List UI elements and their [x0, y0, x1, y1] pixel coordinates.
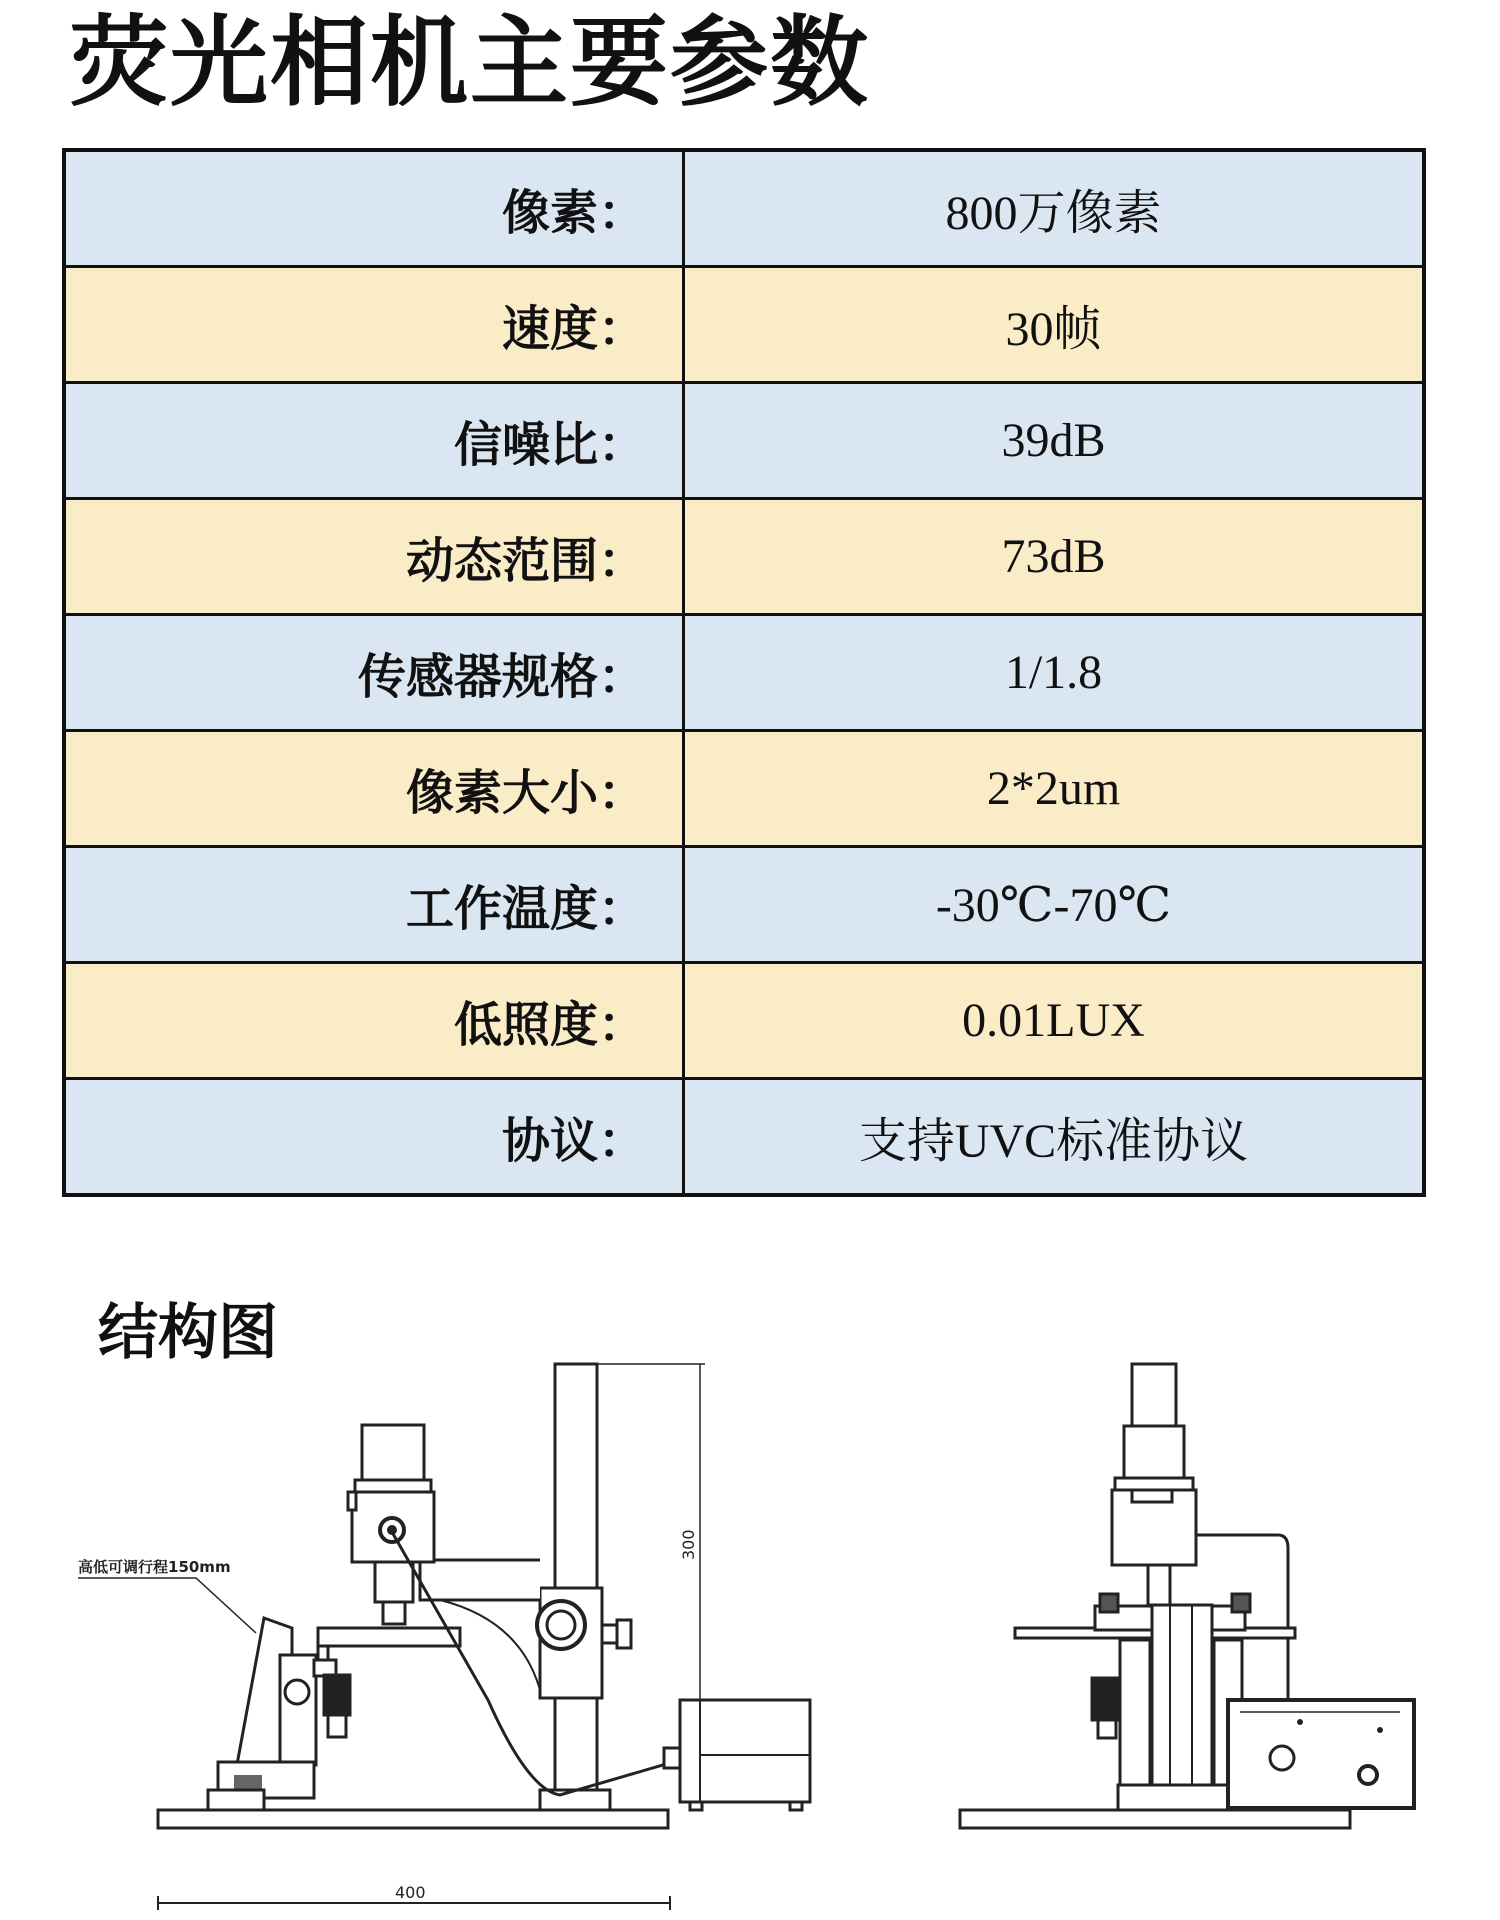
height-dimension-label: 300 [679, 1529, 698, 1560]
spec-value: 1/1.8 [684, 615, 1425, 731]
spec-value: 30帧 [684, 267, 1425, 383]
section-title: 结构图 [98, 1298, 278, 1368]
spec-value: 800万像素 [684, 150, 1425, 267]
spec-label: 速度： [64, 267, 684, 383]
spec-value: 0.01LUX [684, 963, 1425, 1079]
width-dimension-label: 400 [395, 1883, 426, 1902]
spec-label: 工作温度： [64, 847, 684, 963]
spec-value: 2*2um [684, 731, 1425, 847]
spec-value: -30℃-70℃ [684, 847, 1425, 963]
spec-label: 像素大小： [64, 731, 684, 847]
front-view-drawing [960, 1364, 1414, 1828]
spec-label: 像素： [64, 150, 684, 267]
spec-label: 动态范围： [64, 499, 684, 615]
adjustment-annotation: 高低可调行程150mm [78, 1558, 231, 1576]
spec-value: 39dB [684, 383, 1425, 499]
spec-label: 信噪比： [64, 383, 684, 499]
page-title: 荧光相机主要参数 [70, 6, 871, 120]
spec-label: 协议： [64, 1079, 684, 1196]
spec-label: 低照度： [64, 963, 684, 1079]
spec-value: 支持UVC标准协议 [684, 1079, 1425, 1196]
spec-value: 73dB [684, 499, 1425, 615]
side-view-drawing [78, 1364, 810, 1910]
spec-label: 传感器规格： [64, 615, 684, 731]
